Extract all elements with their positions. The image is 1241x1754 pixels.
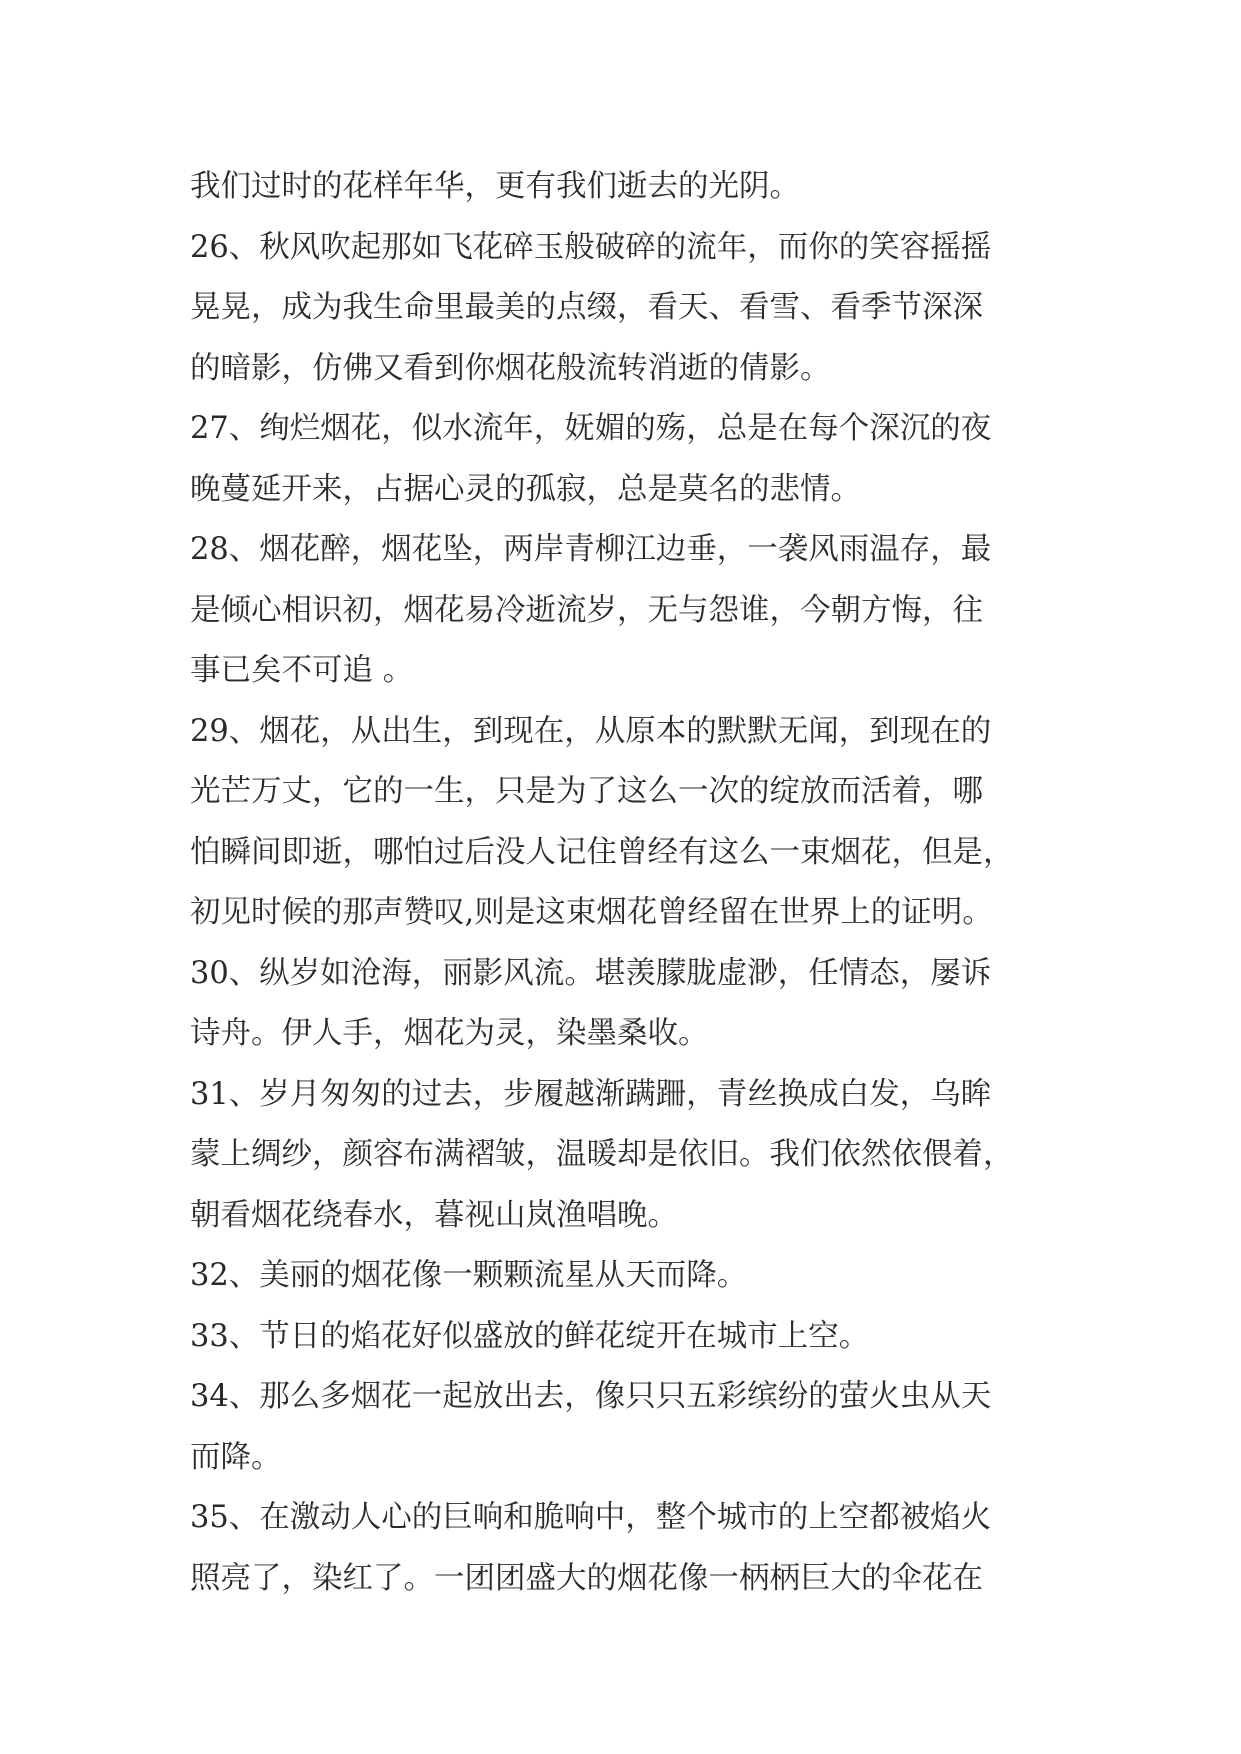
text-line: 30、纵岁如沧海，丽影风流。堪羡朦胧虚渺，任情态，屡诉 (190, 955, 992, 991)
text-line: 事已矣不可追 。 (190, 653, 414, 688)
text-line: 31、岁月匆匆的过去，步履越渐蹒跚，青丝换成白发，乌眸 (190, 1076, 992, 1112)
text-line: 28、烟花醉，烟花坠，两岸青柳江边垂，一袭风雨温存，最 (190, 532, 992, 567)
text-line: 26、秋风吹起那如飞花碎玉般破碎的流年，而你的笑容摇摇 (190, 229, 992, 265)
text-line: 的暗影，仿佛又看到你烟花般流转消逝的倩影。 (190, 350, 831, 386)
text-line: 初见时候的那声赞叹,则是这束烟花曾经留在世界上的证明。 (190, 895, 993, 930)
text-line: 蒙上绸纱，颜容布满褶皱，温暖却是依旧。我们依然依偎着， (190, 1137, 1014, 1172)
text-line: 35、在激动人心的巨响和脆响中，整个城市的上空都被焰火 (190, 1500, 992, 1535)
text-line: 而降。 (190, 1439, 282, 1475)
text-line: 照亮了，染红了。一团团盛大的烟花像一柄柄巨大的伞花在 (190, 1560, 983, 1596)
text-line: 是倾心相识初，烟花易冷逝流岁，无与怨谁，今朝方悔，往 (190, 592, 983, 628)
text-line: 32、美丽的烟花像一颗颗流星从天而降。 (190, 1258, 748, 1293)
text-line: 33、节日的焰花好似盛放的鲜花绽开在城市上空。 (190, 1318, 870, 1354)
text-line: 朝看烟花绕春水，暮视山岚渔唱晚。 (190, 1197, 678, 1233)
body-text (190, 157, 1055, 1609)
text-line: 27、绚烂烟花，似水流年，妩媚的殇，总是在每个深沉的夜 (190, 411, 992, 446)
text-line: 晃晃，成为我生命里最美的点缀，看天、看雪、看季节深深 (190, 290, 983, 325)
text-line: 34、那么多烟花一起放出去，像只只五彩缤纷的萤火虫从天 (190, 1379, 992, 1414)
text-line: 29、烟花，从出生，到现在，从原本的默默无闻，到现在的 (190, 713, 992, 749)
text-line: 晚蔓延开来，占据心灵的孤寂，总是莫名的悲情。 (190, 471, 861, 507)
text-line: 光芒万丈，它的一生，只是为了这么一次的绽放而活着，哪 (190, 774, 983, 809)
text-line: 我们过时的花样年华，更有我们逝去的光阴。 (190, 169, 800, 204)
text-line: 诗舟。伊人手，烟花为灵，染墨桑收。 (190, 1016, 709, 1051)
text-line: 怕瞬间即逝，哪怕过后没人记住曾经有这么一束烟花，但是， (190, 834, 1014, 870)
